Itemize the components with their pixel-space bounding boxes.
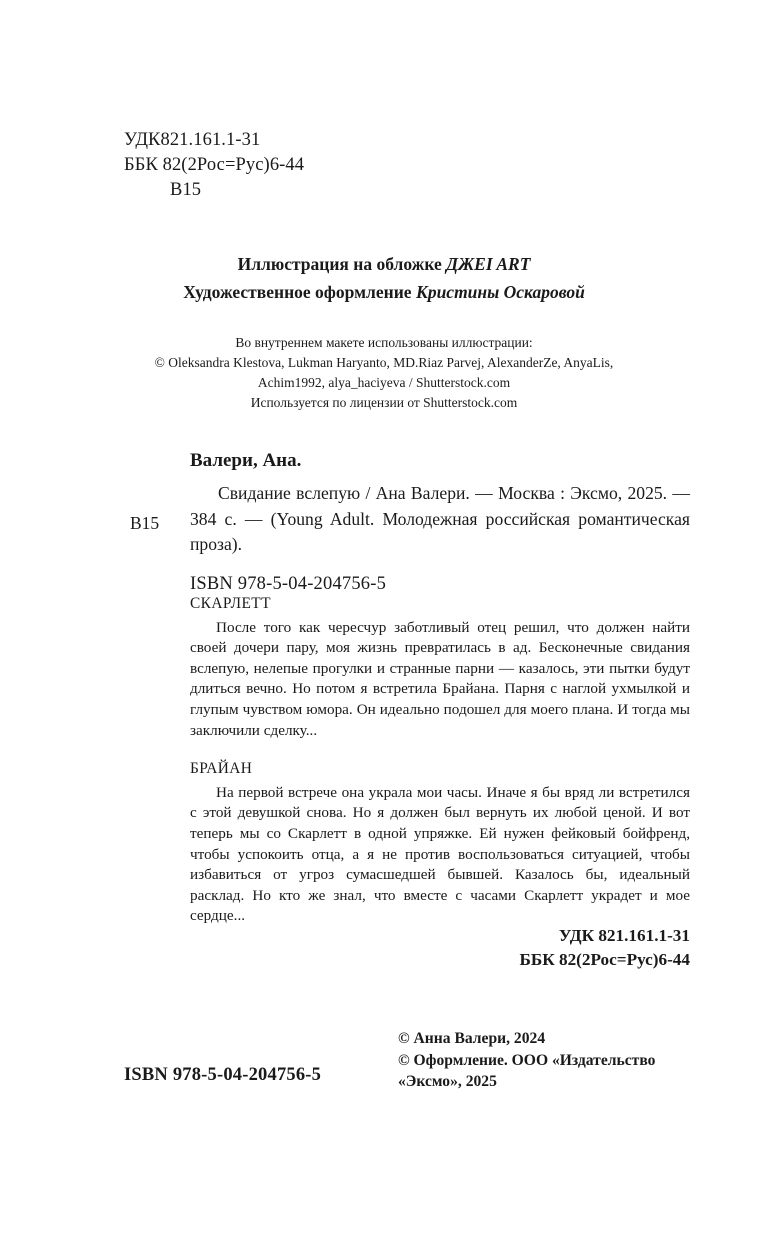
annotation-text-brayan: На первой встрече она украла мои часы. Иначе я бы вряд ли встретился с этой девушкой снова. Но я должен был вернуть их любой ценой. И вот теперь мы со Скарлетт в одной упряжке. Ей нужен фейковый бойфренд, чтобы успокоить отца, а я не против воспользоваться ситуацией, чтобы избавиться от угроз сумасшедшей бывшей. Казалось бы, идеальный расклад. Но кто же знал, что вместе с часами Скарлетт украдет и мое сердце... <box>190 783 690 925</box>
isbn-bottom: ISBN 978-5-04-204756-5 <box>124 1065 322 1085</box>
classification-repeat-block <box>190 924 690 972</box>
annotation-block <box>190 594 690 969</box>
inner-note-line-4: Используется по лицензии от Shutterstock.com <box>250 395 518 410</box>
inner-note-line-3: Achim1992, alya_haciyeva / Shutterstock.com <box>257 375 511 390</box>
catalog-code: В15 <box>170 180 202 200</box>
copyright-publisher: © Оформление. ООО «Издательство «Эксмо», 2025 <box>398 1051 660 1090</box>
bib-author: Валери, Ана. <box>190 450 302 471</box>
annotation-text-scarlett: После того как чересчур заботливый отец решил, что должен найти своей дочери пару, моя жизнь превратилась в ад. Бесконечные свидания вслепую, нелепые прогулки и странные парни — казалось, эти пытки будут длиться вечно. Но потом я встретила Брайана. Парня с наглой ухмылкой и глупым чувством юмора. Он идеально подошел для моего плана. И тогда мы заключили сделку... <box>190 618 690 739</box>
design-credit <box>0 278 768 306</box>
cover-illustration-label: Иллюстрация на обложке <box>237 254 447 274</box>
classification-block <box>124 128 304 203</box>
copyright-block <box>398 1028 698 1093</box>
cover-illustration-credit <box>0 250 768 278</box>
cover-illustration-author: ДЖЕI ART <box>446 254 531 274</box>
bib-description: Свидание вслепую / Ана Валери. — Москва : Эксмо, 2025. — 384 с. — (Young Adult. Молодежная российская романтическая проза). <box>190 483 690 554</box>
annotation-spacer <box>190 741 690 759</box>
udk-repeat: УДК 821.161.1-31 <box>558 926 690 945</box>
bbk-repeat: ББК 82(2Рос=Рус)6-44 <box>519 950 690 969</box>
bibliographic-record <box>130 450 690 595</box>
copyright-author: © Анна Валери, 2024 <box>398 1030 546 1047</box>
inner-note-line-1: Во внутреннем макете использованы иллюстрации: <box>235 335 533 350</box>
bbk-line: ББК 82(2Рос=Рус)6-44 <box>124 155 305 175</box>
design-label: Художественное оформление <box>183 282 416 302</box>
annotation-heading-brayan: БРАЙАН <box>190 760 253 778</box>
annotation-heading-scarlett: СКАРЛЕТТ <box>190 595 271 612</box>
udk-line: УДК821.161.1-31 <box>124 130 261 150</box>
design-author: Кристины Оскаровой <box>415 282 585 302</box>
bib-isbn: ISBN 978-5-04-204756-5 <box>190 573 387 594</box>
bib-sidecode: В15 <box>130 513 160 533</box>
inner-layout-note <box>0 333 768 413</box>
inner-note-line-2: © Oleksandra Klestova, Lukman Haryanto, MD.Riaz Parvej, AlexanderZe, AnyaLis, <box>154 355 614 370</box>
bib-body <box>130 481 690 558</box>
credits-block <box>0 250 768 306</box>
